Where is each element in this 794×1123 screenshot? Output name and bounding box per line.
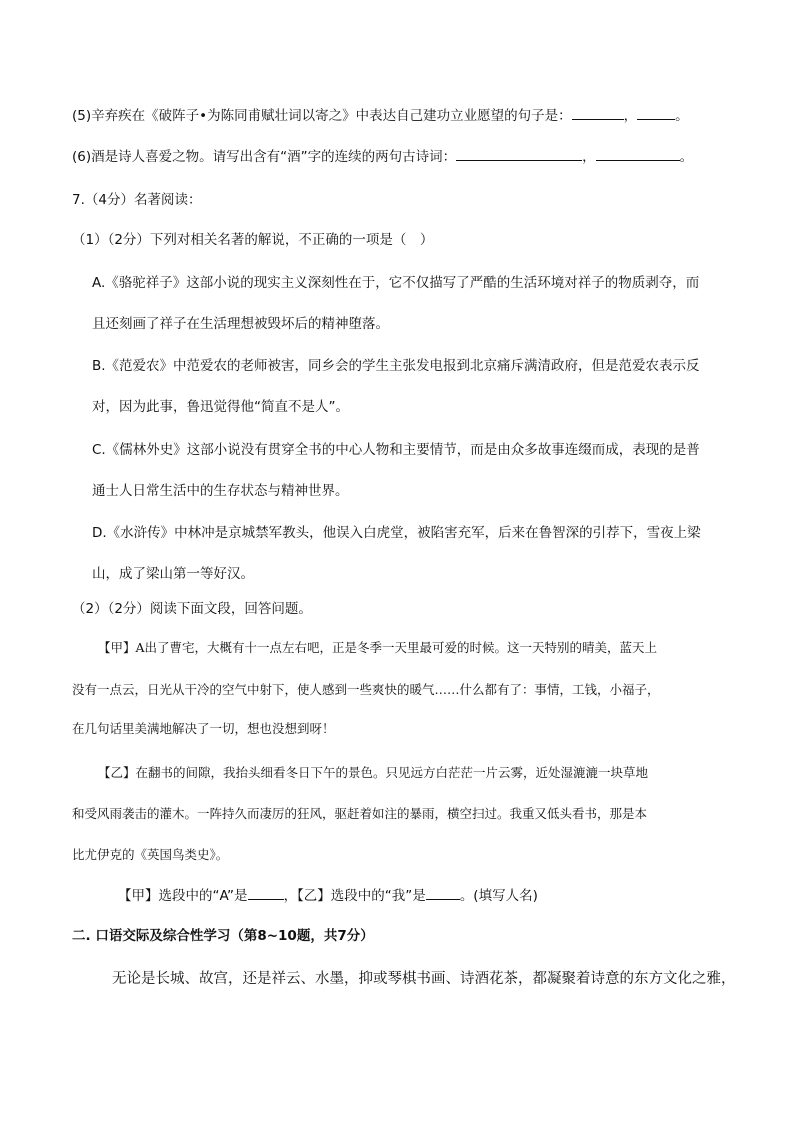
option-a-line1: A.《骆驼祥子》这部小说的现实主义深刻性在于，它不仅描写了严酷的生活环境对祥子的物质剥夺，而 (92, 275, 700, 291)
q6-item6-sep: ， (582, 149, 596, 165)
q6-item6-end: 。 (679, 149, 694, 165)
option-d-line1: D.《水浒传》中林冲是京城禁军教头，他误入白虎堂，被陷害充军，后来在鲁智深的引荐下，雪夜上梁 (92, 525, 701, 541)
question-part-b: ，【乙】选段中的“我”是 (283, 888, 426, 904)
passage-yi-line2: 和受风雨袭击的灌木。一阵持久而凄厉的狂风，驱赶着如注的暴雨，横空扫过。我重又低头看书，那是本 (72, 806, 648, 821)
q6-item6-text: (6)酒是诗人喜爱之物。请写出含有“酒”字的连续的两句古诗词： (72, 149, 457, 165)
option-d-line2: 山，成了梁山第一等好汉。 (92, 566, 254, 582)
answer-blank (572, 107, 624, 120)
q6-item5 (72, 106, 689, 126)
question-part-c: 。(填写人名) (459, 888, 538, 904)
passage-jia-line2: 没有一点云，日光从干冷的空气中射下，使人感到一些爽快的暖气……什么都有了：事情，工钱，小福子， (72, 682, 660, 697)
answer-blank (426, 887, 460, 900)
option-b-line1: B.《范爱农》中范爱农的老师被害，同乡会的学生主张发电报到北京痛斥满清政府，但是范爱农表示反 (92, 358, 700, 374)
q6-item5-end: 。 (675, 108, 689, 124)
answer-blank (596, 148, 680, 161)
answer-blank (248, 887, 284, 900)
q6-item5-text: (5)辛弃疾在《破阵子•为陈同甫赋壮词以寄之》中表达自己建功立业愿望的句子是： (72, 108, 572, 124)
q7-sub2-prompt: （2）（2分）阅读下面文段，回答问题。 (72, 601, 312, 617)
passage-jia-line1: 【甲】A出了曹宅，大概有十一点左右吧，正是冬季一天里最可爱的时候。这一天特别的晴美，蓝天上 (98, 640, 658, 655)
passage-jia-line3: 在几句话里美满地解决了一切，想也没想到呀！ (72, 721, 335, 736)
section2-intro: 无论是长城、故宫，还是祥云、水墨，抑或琴棋书画、诗酒花茶，都凝聚着诗意的东方文化之雅， (112, 971, 736, 987)
question-part-a: 【甲】选段中的“A”是 (118, 888, 248, 904)
option-b-line2: 对，因为此事，鲁迅觉得他“简直不是人”。 (92, 399, 349, 415)
passage-yi-line1: 【乙】在翻书的间隙，我抬头细看冬日下午的景色。只见远方白茫茫一片云雾，近处湿漉漉一块草地 (98, 765, 649, 780)
q7-sub1-prompt: （1）（2分）下列对相关名著的解说，不正确的一项是（ ） (72, 232, 434, 248)
section2-heading: 二. 口语交际及综合性学习（第8~10题，共7分） (72, 928, 374, 944)
q6-item6 (72, 147, 693, 167)
q7-heading: 7.（4分）名著阅读： (72, 192, 202, 208)
option-a-line2: 且还刻画了祥子在生活理想被毁坏后的精神堕落。 (92, 316, 389, 332)
q7-sub2-question (118, 886, 538, 906)
q6-item5-sep: ， (623, 108, 638, 124)
option-c-line2: 通士人日常生活中的生存状态与精神世界。 (92, 483, 349, 499)
answer-blank (456, 148, 582, 161)
answer-blank (637, 107, 675, 120)
option-c-line1: C.《儒林外史》这部小说没有贯穿全书的中心人物和主要情节，而是由众多故事连缀而成，表现的是普 (92, 442, 700, 458)
passage-yi-line3: 比尤伊克的《英国鸟类史》。 (72, 847, 229, 862)
